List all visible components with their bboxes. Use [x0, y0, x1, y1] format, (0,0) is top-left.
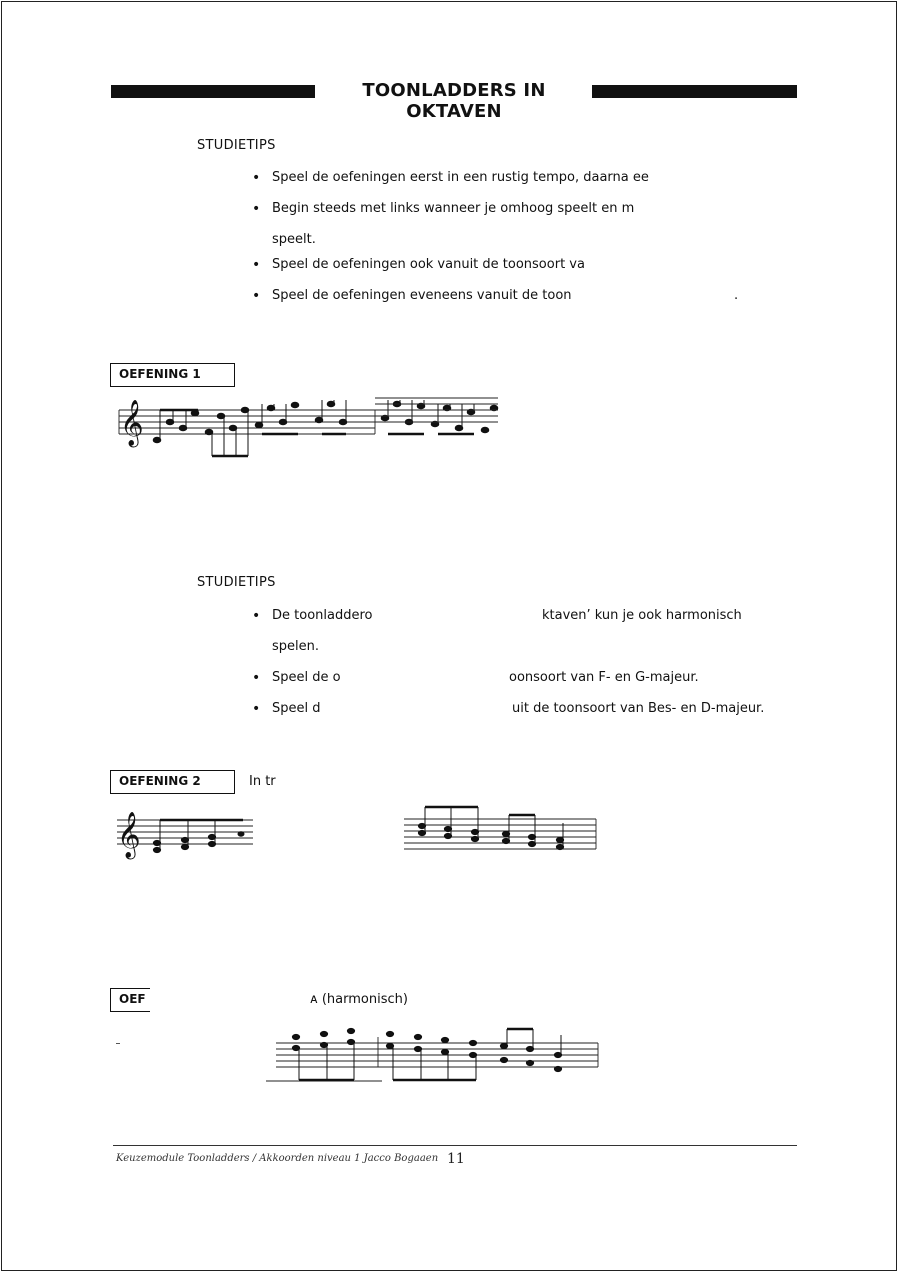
footer-rule — [113, 1145, 797, 1146]
exercise-3-label: OEF — [110, 988, 150, 1012]
exercise-1-label: OEFENING 1 — [110, 363, 235, 387]
page-title: TOONLADDERS IN OKTAVEN — [362, 80, 546, 122]
exercise-2-instruction: In tr — [249, 774, 276, 789]
studietips-heading-2: STUDIETIPS — [197, 575, 276, 590]
tip-item: • Speel de o oonsoort van F- en G-majeur. — [252, 668, 372, 699]
tip-item-continuation: spelen. — [272, 639, 320, 654]
studietips-heading-1: STUDIETIPS — [197, 138, 276, 153]
header-bar-right — [592, 85, 797, 98]
svg-text:𝄞: 𝄞 — [120, 400, 144, 446]
exercise-3-instruction: ᴀ (harmonisch) — [310, 992, 408, 1007]
svg-text:𝄞: 𝄞 — [117, 812, 141, 858]
header-bar-left — [111, 85, 315, 98]
exercise-2-staff-left — [113, 812, 263, 862]
exercise-1-staff — [113, 388, 513, 458]
tip-item: • Speel d uit de toonsoort van Bes- en D-majeur. — [252, 699, 372, 730]
tip-item: • Speel de oefeningen eveneens vanuit de toon . — [252, 286, 649, 317]
tip-item: • Begin steeds met links wanneer je omhoog speelt en m speelt. — [252, 199, 649, 255]
stray-mark — [116, 1043, 120, 1044]
exercise-2-staff-right — [400, 805, 605, 860]
studietips-list-1 — [252, 168, 739, 317]
exercise-3-staff — [262, 1025, 607, 1085]
tip-item: • Speel de oefeningen ook vanuit de toonsoort va — [252, 255, 649, 286]
footer-text: Keuzemodule Toonladders / Akkoorden niveau 1 Jacco Bogaaen — [116, 1153, 439, 1164]
exercise-2-label: OEFENING 2 — [110, 770, 235, 794]
tip-item: • Speel de oefeningen eerst in een rustig tempo, daarna ee — [252, 168, 649, 199]
studietips-list-2 — [252, 606, 765, 730]
page-number: 11 — [447, 1151, 465, 1167]
tip-item: • De toonladdero ktaven’ kun je ook harmonisch — [252, 606, 372, 637]
